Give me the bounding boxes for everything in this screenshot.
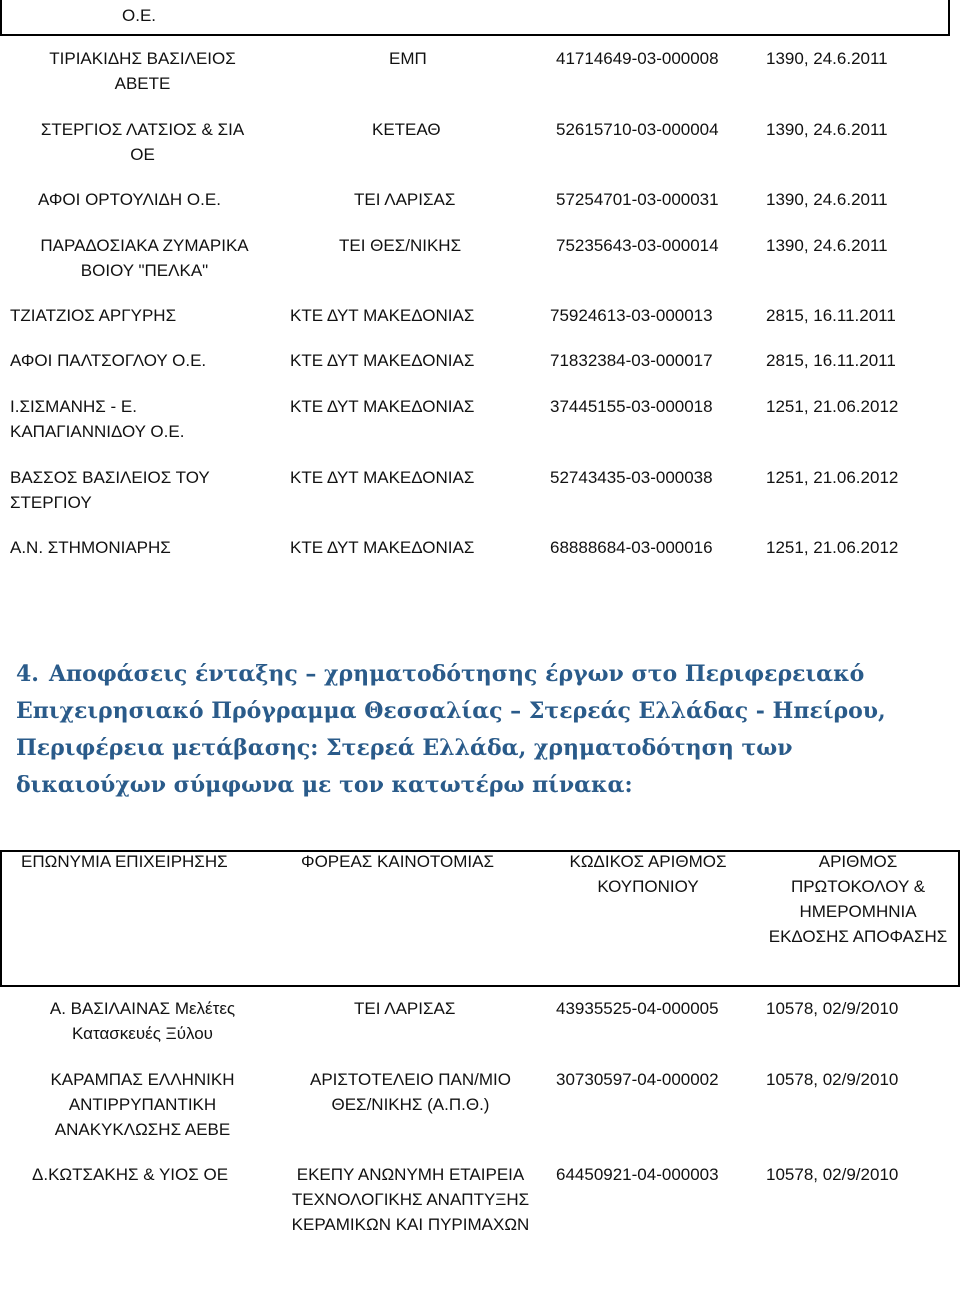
- coupon-code: 52615710-03-000004: [556, 120, 719, 139]
- section-number: 4.: [16, 661, 39, 687]
- company-name: ΑΦΟΙ ΠΑΛΤΣΟΓΛΟΥ Ο.Ε.: [10, 351, 207, 370]
- coupon-code: 71832384-03-000017: [550, 351, 713, 370]
- coupon-code: 64450921-04-000003: [556, 1165, 719, 1184]
- carrier: ΤΕΙ ΛΑΡΙΣΑΣ: [354, 999, 456, 1018]
- company-name: ΚΑΡΑΜΠΑΣ ΕΛΛΗΝΙΚΗ ΑΝΤΙΡΡΥΠΑΝΤΙΚΗ ΑΝΑΚΥΚΛΩΣΗΣ ΑΕΒΕ: [50, 1070, 235, 1139]
- protocol-date: 2815, 16.11.2011: [766, 351, 896, 370]
- carrier: ΚΤΕ ΔΥΤ ΜΑΚΕΔΟΝΙΑΣ: [290, 468, 475, 487]
- company-name: Δ.ΚΩΤΣΑΚΗΣ & ΥΙΟΣ ΟΕ: [32, 1165, 229, 1184]
- table-border-left: [0, 0, 2, 36]
- section-title: Αποφάσεις ένταξης – χρηματοδότησης έργων στο Περιφερειακό Επιχειρησιακό Πρόγραμμα Θεσσαλίας – Στερεάς Ελλάδας - Ηπείρου, Περιφέρεια μετάβασης: Στερεά Ελλάδα, χρηματοδότηση των δικαιούχων σύμφωνα με τον κατωτέρω πίνακα:: [16, 661, 886, 798]
- carrier: ΕΚΕΠΥ ΑΝΩΝΥΜΗ ΕΤΑΙΡΕΙΑ ΤΕΧΝΟΛΟΓΙΚΗΣ ΑΝΑΠΤΥΞΗΣ ΚΕΡΑΜΙΚΩΝ ΚΑΙ ΠΥΡΙΜΑΧΩΝ: [291, 1165, 530, 1234]
- carrier: ΚΤΕ ΔΥΤ ΜΑΚΕΔΟΝΙΑΣ: [290, 538, 475, 557]
- table-border-bottom: [0, 34, 950, 36]
- coupon-code: 30730597-04-000002: [556, 1070, 719, 1089]
- protocol-date: 10578, 02/9/2010: [766, 999, 899, 1018]
- coupon-code: 52743435-03-000038: [550, 468, 713, 487]
- carrier: ΕΜΠ: [389, 49, 427, 68]
- carrier: ΚΤΕ ΔΥΤ ΜΑΚΕΔΟΝΙΑΣ: [290, 397, 475, 416]
- protocol-date: 10578, 02/9/2010: [766, 1165, 899, 1184]
- table-cell-fragment: Ο.Ε.: [122, 6, 157, 25]
- section-heading: [16, 656, 916, 804]
- protocol-date: 1251, 21.06.2012: [766, 468, 899, 487]
- header-protocol-date: ΑΡΙΘΜΟΣ ΠΡΩΤΟΚΟΛΟΥ & ΗΜΕΡΟΜΗΝΙΑ ΕΚΔΟΣΗΣ ΑΠΟΦΑΣΗΣ: [768, 852, 948, 946]
- company-name: ΤΖΙΑΤΖΙΟΣ ΑΡΓΥΡΗΣ: [10, 306, 177, 325]
- header-carrier: ΦΟΡΕΑΣ ΚΑΙΝΟΤΟΜΙΑΣ: [301, 852, 494, 871]
- table-border-right: [948, 0, 950, 36]
- table-border-left: [0, 850, 2, 987]
- header-coupon-code: ΚΩΔΙΚΟΣ ΑΡΙΘΜΟΣ ΚΟΥΠΟΝΙΟΥ: [569, 852, 727, 896]
- carrier: ΚΤΕ ΔΥΤ ΜΑΚΕΔΟΝΙΑΣ: [290, 351, 475, 370]
- company-name: Ι.ΣΙΣΜΑΝΗΣ - Ε. ΚΑΠΑΓΙΑΝΝΙΔΟΥ Ο.Ε.: [10, 397, 185, 441]
- company-name: ΣΤΕΡΓΙΟΣ ΛΑΤΣΙΟΣ & ΣΙΑ ΟΕ: [40, 120, 245, 164]
- carrier: ΑΡΙΣΤΟΤΕΛΕΙΟ ΠΑΝ/ΜΙΟ ΘΕΣ/ΝΙΚΗΣ (Α.Π.Θ.): [309, 1070, 512, 1114]
- protocol-date: 2815, 16.11.2011: [766, 306, 896, 325]
- protocol-date: 1390, 24.6.2011: [766, 120, 888, 139]
- protocol-date: 1251, 21.06.2012: [766, 538, 899, 557]
- coupon-code: 43935525-04-000005: [556, 999, 719, 1018]
- protocol-date: 10578, 02/9/2010: [766, 1070, 899, 1089]
- coupon-code: 41714649-03-000008: [556, 49, 719, 68]
- carrier: ΤΕΙ ΛΑΡΙΣΑΣ: [354, 190, 456, 209]
- company-name: ΑΦΟΙ ΟΡΤΟΥΛΙΔΗ Ο.Ε.: [38, 190, 221, 209]
- coupon-code: 68888684-03-000016: [550, 538, 713, 557]
- header-border-bottom: [0, 985, 960, 987]
- company-name: Α. ΒΑΣΙΛΑΙΝΑΣ Μελέτες Κατασκευές Ξύλου: [49, 999, 236, 1043]
- company-name: ΤΙΡΙΑΚΙΔΗΣ ΒΑΣΙΛΕΙΟΣ ΑΒΕΤΕ: [49, 49, 236, 93]
- coupon-code: 57254701-03-000031: [556, 190, 719, 209]
- company-name: ΒΑΣΣΟΣ ΒΑΣΙΛΕΙΟΣ ΤΟΥ ΣΤΕΡΓΙΟΥ: [10, 468, 210, 512]
- carrier: ΚΤΕ ΔΥΤ ΜΑΚΕΔΟΝΙΑΣ: [290, 306, 475, 325]
- coupon-code: 75235643-03-000014: [556, 236, 719, 255]
- protocol-date: 1390, 24.6.2011: [766, 190, 888, 209]
- company-name: ΠΑΡΑΔΟΣΙΑΚΑ ΖΥΜΑΡΙΚΑ ΒΟΙΟΥ "ΠΕΛΚΑ": [40, 236, 249, 280]
- protocol-date: 1390, 24.6.2011: [766, 49, 888, 68]
- coupon-code: 75924613-03-000013: [550, 306, 713, 325]
- carrier: ΚΕΤΕΑΘ: [372, 120, 441, 139]
- company-name: Α.Ν. ΣΤΗΜΟΝΙΑΡΗΣ: [10, 538, 171, 557]
- protocol-date: 1251, 21.06.2012: [766, 397, 899, 416]
- coupon-code: 37445155-03-000018: [550, 397, 713, 416]
- protocol-date: 1390, 24.6.2011: [766, 236, 888, 255]
- header-company-name: ΕΠΩΝΥΜΙΑ ΕΠΙΧΕΙΡΗΣΗΣ: [21, 852, 228, 871]
- carrier: ΤΕΙ ΘΕΣ/ΝΙΚΗΣ: [339, 236, 462, 255]
